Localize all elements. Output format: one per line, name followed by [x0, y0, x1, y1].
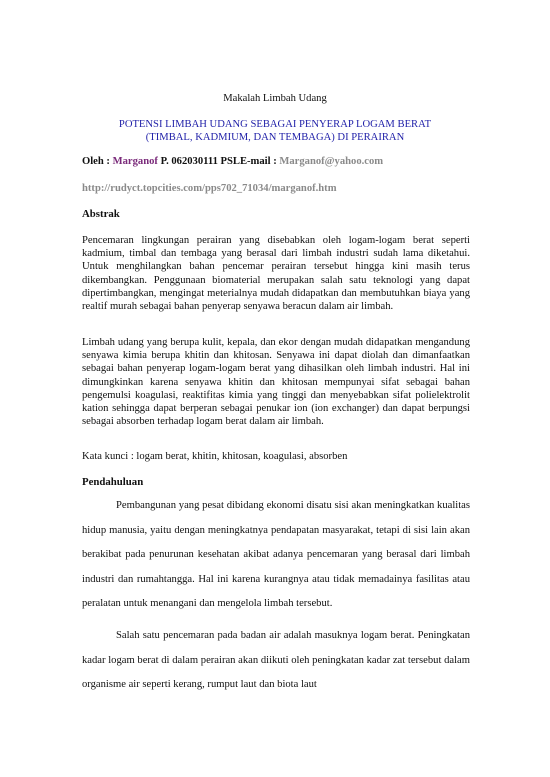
author-email[interactable]: Marganof@yahoo.com [279, 156, 384, 167]
abstract-paragraph-2: Limbah udang yang berupa kulit, kepala, dan ekor dengan mudah didapatkan mengandung senyawa kimia berupa khitin dan khitosan. Senyawa ini dapat diolah dan dimanfaatkan sebagai bahan penyerap logam-logam berat yang dihasilkan oleh limbah industri. Hal ini dimungkinkan karena senyawa khitin dan khitosan mempunyai sifat sebagai bahan pengemulsi koagulasi, reaktifitas kimia yang tinggi dan menyebabkan sifat polielektrolit kation sehingga dapat berperan sebagai penukar ion (ion exchanger) dan dapat berpungsi sebagai absorben terhadap logam berat dalam air limbah. [82, 337, 470, 428]
author-prefix: Oleh : [82, 156, 113, 167]
paper-title-line-2: (TIMBAL, KADMIUM, DAN TEMBAGA) DI PERAIRAN [145, 132, 405, 143]
paper-title-line-1: POTENSI LIMBAH UDANG SEBAGAI PENYERAP LOGAM BERAT [118, 119, 432, 130]
keywords: Kata kunci : logam berat, khitin, khitosan, koagulasi, absorben [82, 451, 348, 462]
author-details: P. 062030111 PSLE-mail : [157, 156, 280, 167]
introduction-heading: Pendahuluan [82, 476, 144, 488]
introduction-paragraph-1: Pembangunan yang pesat dibidang ekonomi disatu sisi akan meningkatkan kualitas hidup manusia, yaitu dengan meningkatnya pendapatan masyarakat, tetapi di sisi lain akan berakibat pada penurunan kesehatan akibat adanya pencemaran yang berasal dari limbah industri dan rumahtangga. Hal ini karena kurangnya atau tidak memadainya fasilitas atau peralatan untuk menangani dan mengelola limbah tersebut. [82, 500, 470, 609]
paper-title [82, 118, 468, 144]
abstract-paragraph-1: Pencemaran lingkungan perairan yang disebabkan oleh logam-logam berat seperti kadmium, timbal dan tembaga yang berasal dari limbah industri sudah lama diketahui. Untuk menghilangkan bahan pencemar perairan tersebut hingga kini masih terus dikembangkan. Penggunaan biomaterial merupakan salah satu teknologi yang dapat dipertimbangkan, mengingat meterialnya mudah didapatkan dan membutuhkan biaya yang realtif murah sebagai bahan penyerap senyawa beracun dalam air limbah. [82, 235, 470, 313]
abstract-heading: Abstrak [82, 208, 120, 220]
source-url[interactable]: http://rudyct.topcities.com/pps702_71034/marganof.htm [82, 183, 337, 194]
author-line [82, 156, 470, 167]
introduction-paragraph-2: Salah satu pencemaran pada badan air adalah masuknya logam berat. Peningkatan kadar logam berat di dalam perairan akan diikuti oleh peningkatan kadar zat tersebut dalam organisme air seperti kerang, rumput laut dan biota laut [82, 630, 470, 690]
author-name: Marganof [112, 156, 158, 167]
running-title: Makalah Limbah Udang [223, 93, 327, 104]
